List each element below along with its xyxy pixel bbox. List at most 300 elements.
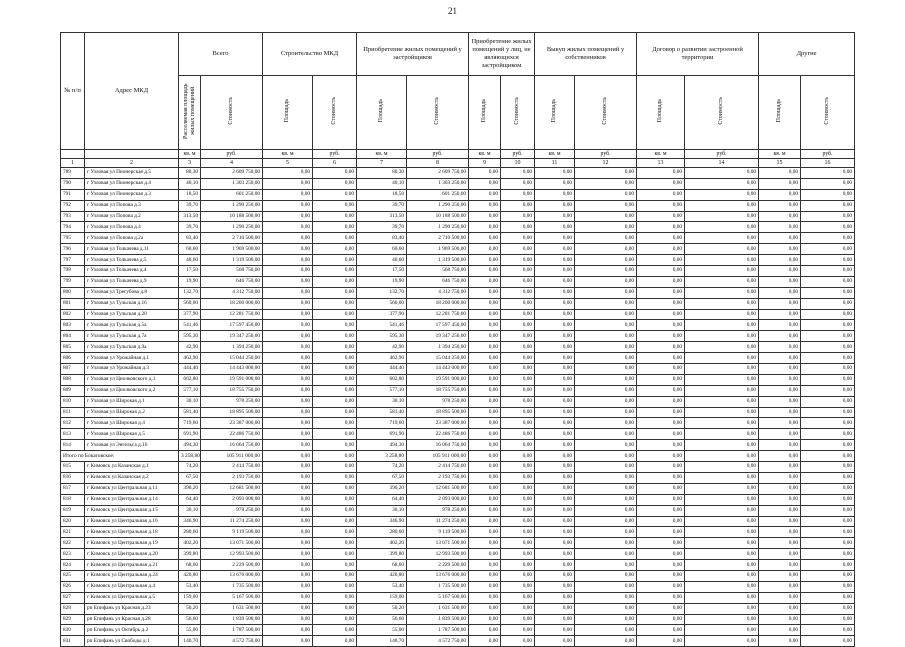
- table-row: [61, 255, 855, 266]
- row-number: 814: [61, 440, 85, 451]
- area-cell: 0,00: [759, 451, 801, 462]
- construction-cost-cell: 0,00: [313, 516, 357, 527]
- cost-cell: 0,00: [501, 211, 535, 222]
- construction-cost-cell: 0,00: [313, 625, 357, 636]
- area-cell: 0,00: [759, 385, 801, 396]
- total-cost-cell: 1 394 250,00: [201, 342, 263, 353]
- total-area-cell: 83,40: [179, 233, 201, 244]
- total-cost-cell: 4 312 750,00: [201, 287, 263, 298]
- cost-cell: 0,00: [685, 342, 759, 353]
- area-cell: 0,00: [469, 200, 501, 211]
- purchase-cost-cell: 14 443 000,00: [407, 364, 469, 375]
- total-area-cell: 40,10: [179, 178, 201, 189]
- construction-cost-cell: 0,00: [313, 211, 357, 222]
- area-cell: 0,00: [637, 309, 685, 320]
- group-buyout-header: Выкуп жилых помещений у собственников: [535, 33, 637, 76]
- purchase-area-cell: 68,60: [357, 560, 407, 571]
- construction-area-cell: 0,00: [263, 418, 313, 429]
- area-cell: 0,00: [469, 244, 501, 255]
- construction-cost-cell: 0,00: [313, 266, 357, 277]
- unit-rub: руб.: [407, 150, 469, 159]
- construction-area-cell: 0,00: [263, 309, 313, 320]
- total-cost-cell: 19 591 000,00: [201, 374, 263, 385]
- area-cell: 0,00: [535, 581, 575, 592]
- cost-cell: 0,00: [575, 581, 637, 592]
- purchase-cost-cell: 19 591 000,00: [407, 374, 469, 385]
- area-cell: 0,00: [759, 483, 801, 494]
- area-cell: 0,00: [637, 244, 685, 255]
- address-cell: г Узловая ул Тульская д.7а: [85, 331, 179, 342]
- column-number: 2: [85, 159, 179, 168]
- row-number: 797: [61, 255, 85, 266]
- purchase-cost-cell: 646 750,00: [407, 276, 469, 287]
- total-area-cell: 402,20: [179, 538, 201, 549]
- area-cell: 0,00: [469, 374, 501, 385]
- purchase-area-cell: 691,90: [357, 429, 407, 440]
- cost-cell: 0,00: [575, 625, 637, 636]
- purchase-area-cell: 313,50: [357, 211, 407, 222]
- cost-cell: 0,00: [685, 418, 759, 429]
- table-row: [61, 418, 855, 429]
- cost-cell: 0,00: [501, 178, 535, 189]
- row-number: 816: [61, 472, 85, 483]
- area-cell: 0,00: [469, 440, 501, 451]
- construction-area-cell: 0,00: [263, 549, 313, 560]
- area-cell: 0,00: [759, 603, 801, 614]
- purchase-area-cell: 132,70: [357, 287, 407, 298]
- area-cell: 0,00: [469, 592, 501, 603]
- total-area-cell: 462,90: [179, 353, 201, 364]
- purchase-area-cell: 42,90: [357, 342, 407, 353]
- construction-cost-cell: 0,00: [313, 374, 357, 385]
- purchase-cost-cell: 17 597 450,00: [407, 320, 469, 331]
- cost-cell: 0,00: [501, 570, 535, 581]
- area-cell: 0,00: [637, 178, 685, 189]
- area-cell: 0,00: [759, 625, 801, 636]
- total-area-cell: 390,20: [179, 483, 201, 494]
- cost-cell: 0,00: [801, 614, 855, 625]
- total-cost-cell: 17 597 450,00: [201, 320, 263, 331]
- row-number: 795: [61, 233, 85, 244]
- construction-cost-cell: 0,00: [313, 451, 357, 462]
- column-number: 11: [535, 159, 575, 168]
- area-cell: 0,00: [469, 276, 501, 287]
- area-cell: 0,00: [469, 266, 501, 277]
- construction-area-cell: 0,00: [263, 320, 313, 331]
- area-cell: 0,00: [637, 385, 685, 396]
- address-cell: г Узловая ул Пионерская д.5: [85, 168, 179, 179]
- address-cell: г Узловая ул Попова д.4: [85, 222, 179, 233]
- purchase-cost-cell: 601 250,00: [407, 189, 469, 200]
- table-row: [61, 570, 855, 581]
- total-area-cell: 40,60: [179, 255, 201, 266]
- area-cell: 0,00: [637, 189, 685, 200]
- column-number: 1: [61, 159, 85, 168]
- area-cell: 0,00: [535, 483, 575, 494]
- purchase-cost-cell: 18 200 000,00: [407, 298, 469, 309]
- table-row: [61, 494, 855, 505]
- cost-cell: 0,00: [801, 320, 855, 331]
- area-cell: 0,00: [469, 549, 501, 560]
- table-row: [61, 200, 855, 211]
- row-number: 831: [61, 636, 85, 647]
- construction-area-cell: 0,00: [263, 592, 313, 603]
- group-construction-header: Строительство МКД: [263, 33, 357, 76]
- cost-cell: 0,00: [575, 429, 637, 440]
- total-cost-cell: 12 281 750,00: [201, 309, 263, 320]
- address-cell: г Кимовск ул Центральная д.14: [85, 494, 179, 505]
- construction-area-cell: 0,00: [263, 178, 313, 189]
- area-cell: 0,00: [637, 516, 685, 527]
- area-cell: 0,00: [759, 440, 801, 451]
- construction-area-cell: 0,00: [263, 396, 313, 407]
- table-row: [61, 472, 855, 483]
- total-area-cell: 17,50: [179, 266, 201, 277]
- construction-cost-cell: 0,00: [313, 396, 357, 407]
- row-number: 817: [61, 483, 85, 494]
- area-cell: 0,00: [469, 168, 501, 179]
- area-cell: 0,00: [637, 342, 685, 353]
- construction-area-cell: 0,00: [263, 353, 313, 364]
- cost-cell: 0,00: [801, 527, 855, 538]
- area-cell: 0,00: [535, 342, 575, 353]
- cost-cell: 0,00: [501, 472, 535, 483]
- area-cell: 0,00: [535, 255, 575, 266]
- purchase-area-cell: 55,00: [357, 625, 407, 636]
- cost-cell: 0,00: [801, 472, 855, 483]
- cost-cell: 0,00: [575, 418, 637, 429]
- purchase-area-cell: 560,00: [357, 298, 407, 309]
- unit-rub: руб.: [201, 150, 263, 159]
- cost-cell: 0,00: [501, 222, 535, 233]
- area-cell: 0,00: [469, 233, 501, 244]
- total-area-cell: 140,70: [179, 636, 201, 647]
- table-row: [61, 266, 855, 277]
- area-cell: 0,00: [469, 527, 501, 538]
- purchase-cost-cell: 2 193 750,00: [407, 472, 469, 483]
- cost-cell: 0,00: [575, 287, 637, 298]
- purchase-cost-cell: 568 750,00: [407, 266, 469, 277]
- area-cell: 0,00: [759, 538, 801, 549]
- area-cell: 0,00: [759, 418, 801, 429]
- total-cost-cell: 11 274 250,00: [201, 516, 263, 527]
- area-cell: 0,00: [535, 276, 575, 287]
- purchase-area-cell: 420,80: [357, 570, 407, 581]
- construction-area-cell: 0,00: [263, 374, 313, 385]
- area-cell: 0,00: [469, 614, 501, 625]
- row-number: 803: [61, 320, 85, 331]
- unit-rub: руб.: [801, 150, 855, 159]
- unit-area: кв. м: [179, 150, 201, 159]
- area-cell: 0,00: [469, 429, 501, 440]
- construction-cost-cell: 0,00: [313, 472, 357, 483]
- total-area-cell: 494,30: [179, 440, 201, 451]
- area-cell: 0,00: [535, 168, 575, 179]
- area-cell: 0,00: [469, 309, 501, 320]
- row-number: 793: [61, 211, 85, 222]
- construction-area-cell: 0,00: [263, 505, 313, 516]
- area-cell: 0,00: [637, 429, 685, 440]
- address-cell: г Узловая ул Циолковского д.1: [85, 374, 179, 385]
- area-cell: 0,00: [637, 168, 685, 179]
- cost-cell: 0,00: [501, 353, 535, 364]
- area-cell: 0,00: [637, 418, 685, 429]
- address-cell: г Узловая ул Толкачева д.11: [85, 244, 179, 255]
- cost-cell: 0,00: [575, 342, 637, 353]
- column-number: 15: [759, 159, 801, 168]
- column-number: 5: [263, 159, 313, 168]
- total-cost-cell: 12 993 500,00: [201, 549, 263, 560]
- cost-cell: 0,00: [685, 396, 759, 407]
- table-row: [61, 603, 855, 614]
- purchase-cost-cell: 19 347 250,00: [407, 331, 469, 342]
- total-area-cell: 3 258,80: [179, 451, 201, 462]
- area-cell: 0,00: [637, 603, 685, 614]
- table-row: [61, 505, 855, 516]
- purchase-cost-cell: 4 572 750,00: [407, 636, 469, 647]
- total-area-cell: 159,00: [179, 592, 201, 603]
- cost-cell: 0,00: [575, 538, 637, 549]
- row-number: 812: [61, 418, 85, 429]
- table-row: [61, 538, 855, 549]
- area-cell: 0,00: [469, 342, 501, 353]
- area-cell: 0,00: [759, 168, 801, 179]
- construction-cost-cell: 0,00: [313, 342, 357, 353]
- area-cell: 0,00: [637, 298, 685, 309]
- area-cell: 0,00: [759, 189, 801, 200]
- area-cell: 0,00: [637, 364, 685, 375]
- cost-cell: 0,00: [575, 516, 637, 527]
- address-cell: рп Епифань ул Октябрь д.2: [85, 625, 179, 636]
- sub-area-header: Площадь: [481, 99, 488, 123]
- construction-cost-cell: 0,00: [313, 429, 357, 440]
- construction-area-cell: 0,00: [263, 516, 313, 527]
- area-cell: 0,00: [759, 222, 801, 233]
- cost-cell: 0,00: [801, 494, 855, 505]
- table-body: [61, 168, 855, 647]
- total-area-cell: 50,20: [179, 603, 201, 614]
- row-number: 801: [61, 298, 85, 309]
- purchase-cost-cell: 1 394 250,00: [407, 342, 469, 353]
- cost-cell: 0,00: [685, 266, 759, 277]
- total-cost-cell: 1 319 500,00: [201, 255, 263, 266]
- cost-cell: 0,00: [575, 527, 637, 538]
- cost-cell: 0,00: [801, 353, 855, 364]
- column-number: 14: [685, 159, 759, 168]
- cost-cell: 0,00: [685, 472, 759, 483]
- area-cell: 0,00: [637, 222, 685, 233]
- total-cost-cell: 13 676 000,00: [201, 570, 263, 581]
- cost-cell: 0,00: [685, 603, 759, 614]
- row-number: 829: [61, 614, 85, 625]
- cost-cell: 0,00: [801, 570, 855, 581]
- total-area-cell: 60,60: [179, 244, 201, 255]
- area-cell: 0,00: [637, 472, 685, 483]
- table-row: [61, 396, 855, 407]
- area-cell: 0,00: [469, 516, 501, 527]
- purchase-area-cell: 83,40: [357, 233, 407, 244]
- cost-cell: 0,00: [501, 266, 535, 277]
- table-row: [61, 353, 855, 364]
- cost-cell: 0,00: [501, 342, 535, 353]
- area-cell: 0,00: [637, 353, 685, 364]
- subheader-row: [61, 76, 855, 150]
- cost-cell: 0,00: [801, 276, 855, 287]
- area-cell: 0,00: [759, 211, 801, 222]
- address-cell: г Кимовск ул Центральная д.20: [85, 549, 179, 560]
- total-cost-cell: 2 229 500,00: [201, 560, 263, 571]
- address-cell: рп Епифань ул Красная д.28: [85, 614, 179, 625]
- purchase-cost-cell: 18 755 750,00: [407, 385, 469, 396]
- cost-cell: 0,00: [575, 494, 637, 505]
- cost-cell: 0,00: [685, 222, 759, 233]
- cost-cell: 0,00: [685, 451, 759, 462]
- purchase-cost-cell: 978 250,00: [407, 396, 469, 407]
- row-number: 809: [61, 385, 85, 396]
- purchase-area-cell: 399,80: [357, 549, 407, 560]
- cost-cell: 0,00: [801, 189, 855, 200]
- row-number: 830: [61, 625, 85, 636]
- row-number: 825: [61, 570, 85, 581]
- purchase-cost-cell: 1 319 500,00: [407, 255, 469, 266]
- area-cell: 0,00: [637, 614, 685, 625]
- construction-area-cell: 0,00: [263, 603, 313, 614]
- row-number: 819: [61, 505, 85, 516]
- cost-cell: 0,00: [685, 570, 759, 581]
- total-area-cell: 67,50: [179, 472, 201, 483]
- area-cell: 0,00: [759, 407, 801, 418]
- total-area-cell: 68,60: [179, 560, 201, 571]
- area-cell: 0,00: [637, 505, 685, 516]
- construction-area-cell: 0,00: [263, 287, 313, 298]
- area-cell: 0,00: [469, 483, 501, 494]
- purchase-cost-cell: 5 167 500,00: [407, 592, 469, 603]
- sub-cost-header: Стоимость: [718, 97, 725, 125]
- resettlement-table: [60, 32, 855, 647]
- table-row: [61, 287, 855, 298]
- area-cell: 0,00: [469, 603, 501, 614]
- construction-cost-cell: 0,00: [313, 570, 357, 581]
- purchase-area-cell: 40,10: [357, 178, 407, 189]
- cost-cell: 0,00: [801, 211, 855, 222]
- area-cell: 0,00: [759, 472, 801, 483]
- cost-cell: 0,00: [801, 266, 855, 277]
- purchase-cost-cell: 1 735 500,00: [407, 581, 469, 592]
- cost-cell: 0,00: [501, 614, 535, 625]
- construction-cost-cell: 0,00: [313, 549, 357, 560]
- area-cell: 0,00: [469, 451, 501, 462]
- area-cell: 0,00: [535, 451, 575, 462]
- area-cell: 0,00: [469, 581, 501, 592]
- address-cell: г Узловая ул Попова д.2а: [85, 233, 179, 244]
- construction-cost-cell: 0,00: [313, 244, 357, 255]
- cost-cell: 0,00: [575, 276, 637, 287]
- purchase-area-cell: 39,70: [357, 222, 407, 233]
- area-cell: 0,00: [469, 505, 501, 516]
- group-purchase-non-developers-header: Приобретение жилых помещений у лиц, не являющихся застройщиком: [469, 33, 535, 76]
- area-cell: 0,00: [535, 636, 575, 647]
- purchase-area-cell: 30,10: [357, 396, 407, 407]
- row-number: 796: [61, 244, 85, 255]
- area-cell: 0,00: [637, 374, 685, 385]
- area-cell: 0,00: [535, 418, 575, 429]
- sub-cost-header: Стоимость: [331, 97, 338, 125]
- total-area-cell: 577,10: [179, 385, 201, 396]
- purchase-cost-cell: 13 676 000,00: [407, 570, 469, 581]
- purchase-area-cell: 53,40: [357, 581, 407, 592]
- purchase-cost-cell: 13 071 500,00: [407, 538, 469, 549]
- construction-area-cell: 0,00: [263, 385, 313, 396]
- address-cell: г Узловая ул Толкачева д.5: [85, 255, 179, 266]
- cost-cell: 0,00: [801, 222, 855, 233]
- cost-cell: 0,00: [801, 331, 855, 342]
- construction-cost-cell: 0,00: [313, 407, 357, 418]
- area-cell: 0,00: [469, 472, 501, 483]
- area-cell: 0,00: [535, 287, 575, 298]
- cost-cell: 0,00: [801, 244, 855, 255]
- area-cell: 0,00: [535, 527, 575, 538]
- purchase-area-cell: 140,70: [357, 636, 407, 647]
- total-cost-cell: 14 443 000,00: [201, 364, 263, 375]
- cost-cell: 0,00: [801, 178, 855, 189]
- construction-area-cell: 0,00: [263, 244, 313, 255]
- area-cell: 0,00: [535, 266, 575, 277]
- cost-cell: 0,00: [685, 407, 759, 418]
- address-cell: г Кимовск ул Центральная д.4: [85, 581, 179, 592]
- construction-area-cell: 0,00: [263, 451, 313, 462]
- total-cost-cell: 10 188 500,00: [201, 211, 263, 222]
- area-cell: 0,00: [469, 287, 501, 298]
- group-total-header: Всего: [179, 33, 263, 76]
- purchase-cost-cell: 22 486 750,00: [407, 429, 469, 440]
- table-row: [61, 331, 855, 342]
- total-cost-cell: 601 250,00: [201, 189, 263, 200]
- area-cell: 0,00: [637, 527, 685, 538]
- table-row: [61, 516, 855, 527]
- construction-cost-cell: 0,00: [313, 320, 357, 331]
- cost-cell: 0,00: [685, 462, 759, 473]
- area-cell: 0,00: [759, 309, 801, 320]
- area-cell: 0,00: [637, 331, 685, 342]
- cost-cell: 0,00: [501, 538, 535, 549]
- total-cost-cell: 2 710 500,00: [201, 233, 263, 244]
- total-cost-cell: 978 250,00: [201, 505, 263, 516]
- cost-cell: 0,00: [575, 396, 637, 407]
- area-cell: 0,00: [759, 429, 801, 440]
- construction-area-cell: 0,00: [263, 429, 313, 440]
- table-row: [61, 189, 855, 200]
- unit-rub: руб.: [313, 150, 357, 159]
- total-cost-cell: 1 735 500,00: [201, 581, 263, 592]
- column-number: 10: [501, 159, 535, 168]
- address-cell: г Узловая ул Тульская д.20: [85, 309, 179, 320]
- address-cell: г Узловая ул Широкая д.4: [85, 418, 179, 429]
- row-number: 827: [61, 592, 85, 603]
- cost-cell: 0,00: [685, 385, 759, 396]
- purchase-cost-cell: 18 895 500,00: [407, 407, 469, 418]
- cost-cell: 0,00: [501, 462, 535, 473]
- purchase-cost-cell: 105 911 000,00: [407, 451, 469, 462]
- construction-cost-cell: 0,00: [313, 298, 357, 309]
- cost-cell: 0,00: [685, 276, 759, 287]
- total-cost-cell: 16 064 750,00: [201, 440, 263, 451]
- address-cell: г Узловая ул Попова д.2: [85, 211, 179, 222]
- total-cost-cell: 18 755 750,00: [201, 385, 263, 396]
- cost-cell: 0,00: [801, 636, 855, 647]
- construction-cost-cell: 0,00: [313, 178, 357, 189]
- cost-cell: 0,00: [575, 168, 637, 179]
- construction-area-cell: 0,00: [263, 168, 313, 179]
